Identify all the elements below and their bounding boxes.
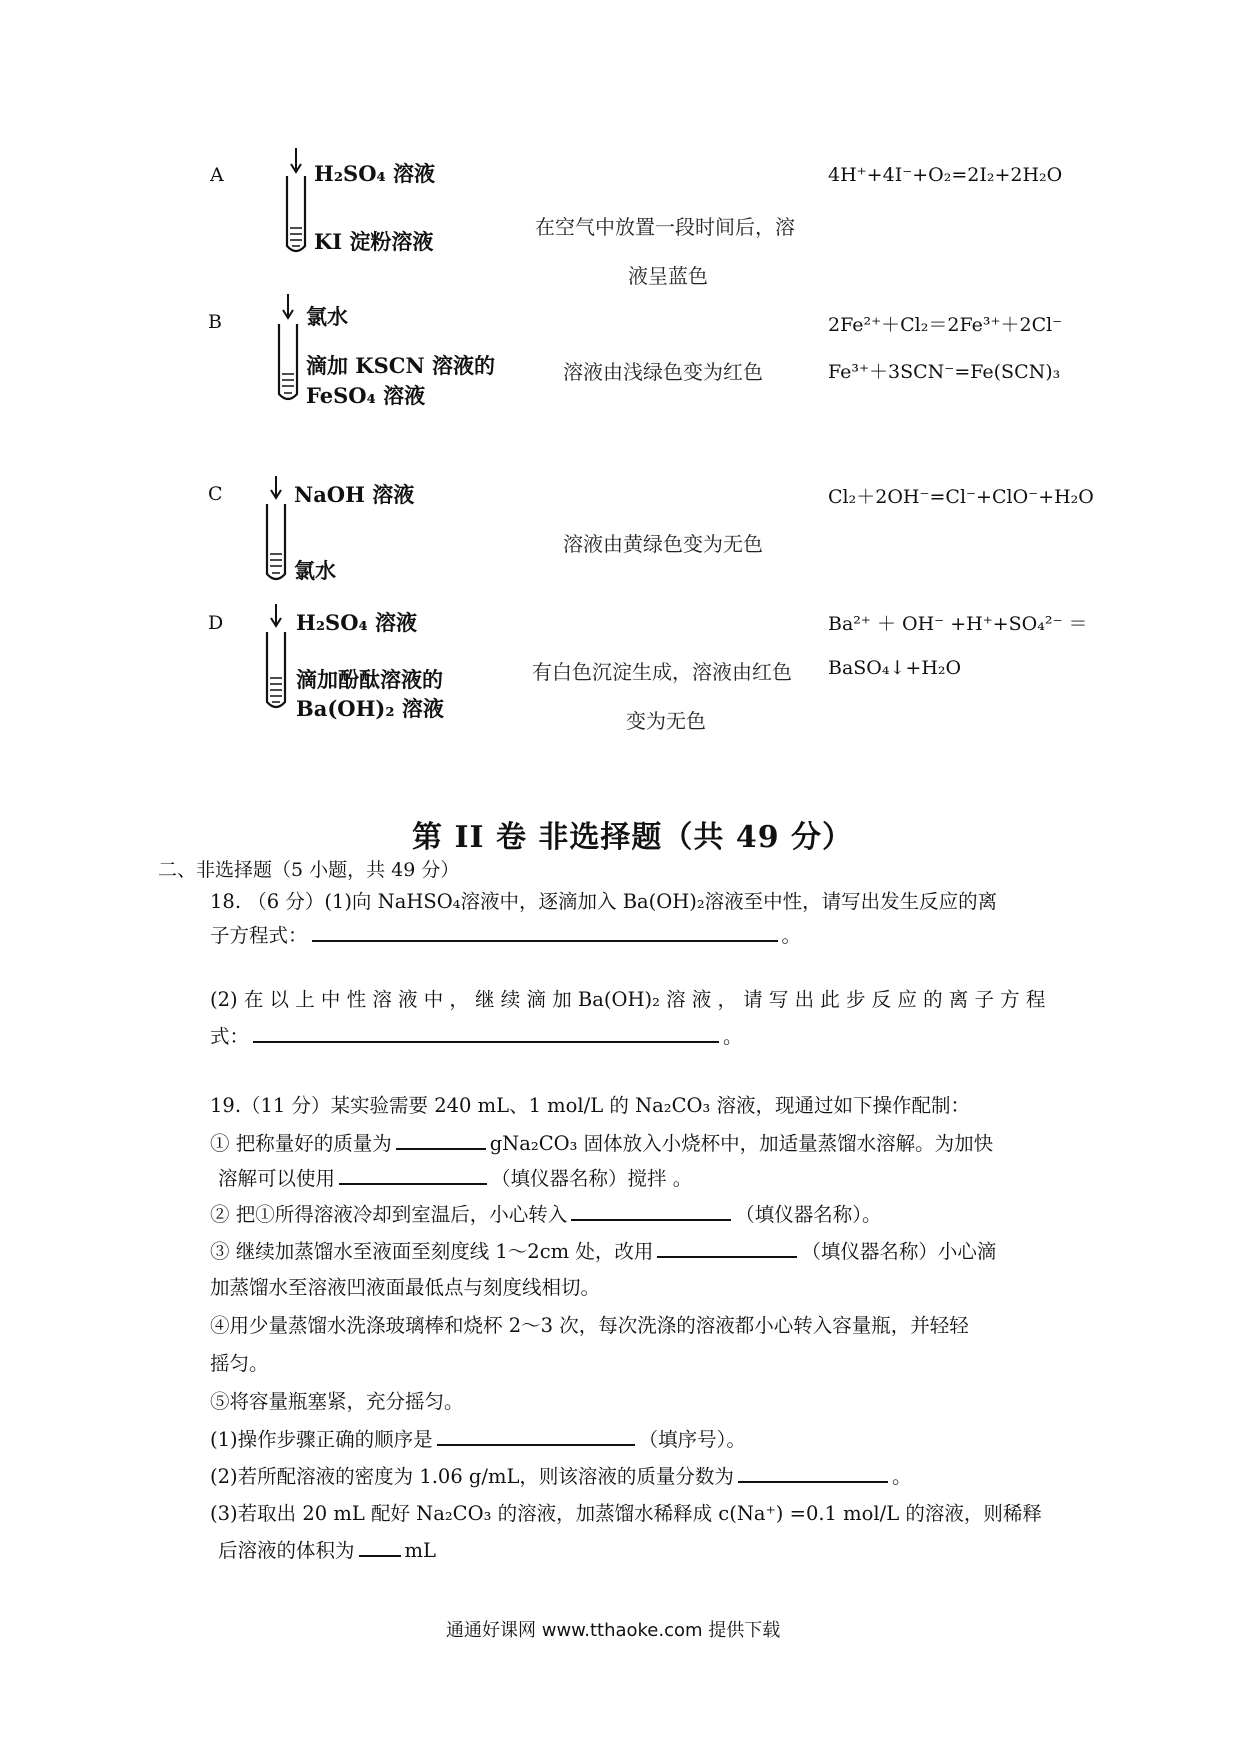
q19-order-blank[interactable] <box>437 1426 635 1446</box>
row-c-letter: C <box>208 483 223 505</box>
q18-answer1-blank[interactable] <box>312 922 778 942</box>
q19-step5: ⑤将容量瓶塞紧，充分摇匀。 <box>210 1390 464 1413</box>
row-c-phenomenon: 溶液由黄绿色变为无色 <box>563 532 763 556</box>
q18-answer2-blank[interactable] <box>253 1023 719 1043</box>
row-a-letter: A <box>210 164 224 186</box>
q19-step2-prefix: ② 把①所得溶液冷却到室温后，小心转入 <box>210 1203 568 1226</box>
row-a-phenomenon-line2: 液呈蓝色 <box>628 264 708 288</box>
q19-step1b-suffix: （填仪器名称）搅拌 。 <box>491 1167 693 1190</box>
row-b-reagent: 氯水 <box>306 304 348 329</box>
test-tube-c-icon <box>262 476 290 586</box>
row-d-equation-line2: BaSO₄↓+H₂O <box>828 657 962 679</box>
q19-step1-mid: gNa₂CO₃ 固体放入小烧杯中，加适量蒸馏水溶解。为加快 <box>489 1132 994 1155</box>
test-tube-a-icon <box>282 148 310 258</box>
q19-step1-prefix: ① 把称量好的质量为 <box>210 1132 392 1155</box>
q19-part3b-suffix: mL <box>404 1539 436 1562</box>
row-d-tube-content-line2: Ba(OH)₂ 溶液 <box>296 696 444 721</box>
q18-line2 <box>210 920 801 948</box>
row-b-phenomenon: 溶液由浅绿色变为红色 <box>563 360 763 384</box>
q19-step3-suffix: （填仪器名称）小心滴 <box>801 1240 997 1263</box>
row-d-phenomenon-line2: 变为无色 <box>626 709 706 733</box>
q19-step3b: 加蒸馏水至溶液凹液面最低点与刻度线相切。 <box>210 1276 601 1299</box>
row-d-reagent: H₂SO₄ 溶液 <box>296 610 418 635</box>
q19-mass-blank[interactable] <box>396 1130 486 1150</box>
q19-step3-prefix: ③ 继续加蒸馏水至液面至刻度线 1～2cm 处，改用 <box>210 1240 654 1263</box>
section-title: 第 II 卷 非选择题（共 49 分） <box>412 820 854 855</box>
q19-part2 <box>210 1461 911 1489</box>
q19-step1 <box>210 1128 993 1156</box>
q19-part3: (3)若取出 20 mL 配好 Na₂CO₃ 的溶液，加蒸馏水稀释成 c(Na⁺) =0.1 mol/L 的溶液，则稀释 <box>210 1502 1042 1525</box>
q19-step1b-prefix: 溶解可以使用 <box>218 1167 336 1190</box>
q19-part3b-prefix: 后溶液的体积为 <box>218 1539 355 1562</box>
q19-part2-prefix: (2)若所配溶液的密度为 1.06 g/mL，则该溶液的质量分数为 <box>210 1465 734 1488</box>
test-tube-d-icon <box>262 604 290 714</box>
row-d-equation-line1: Ba²⁺ ＋ OH⁻ +H⁺+SO₄²⁻ ＝ <box>828 613 1088 635</box>
q19-part1 <box>210 1424 746 1452</box>
row-b-equation-line1: 2Fe²⁺＋Cl₂＝2Fe³⁺＋2Cl⁻ <box>828 314 1063 336</box>
q19-instrument1-blank[interactable] <box>339 1165 487 1185</box>
row-d-letter: D <box>208 612 224 634</box>
row-a-equation: 4H⁺+4I⁻+O₂=2I₂+2H₂O <box>828 164 1063 186</box>
q19-part2-suffix: 。 <box>891 1465 912 1488</box>
q18-line2-prefix: 子方程式： <box>210 924 308 947</box>
q19-step2-suffix: （填仪器名称）。 <box>735 1203 882 1226</box>
test-tube-b-icon <box>274 294 302 406</box>
q19-instrument2-blank[interactable] <box>571 1201 731 1221</box>
q19-part1-suffix: （填序号）。 <box>638 1428 746 1451</box>
row-b-tube-content-line2: FeSO₄ 溶液 <box>306 383 426 408</box>
row-b-equation-line2: Fe³⁺＋3SCN⁻=Fe(SCN)₃ <box>828 361 1061 383</box>
footer-text: 通通好课网 www.tthaoke.com 提供下载 <box>446 1620 781 1641</box>
q18-line4 <box>210 1021 743 1049</box>
q19-step1b <box>218 1163 692 1191</box>
q19-instrument3-blank[interactable] <box>657 1238 797 1258</box>
q18-line1: 18. （6 分）(1)向 NaHSO₄溶液中，逐滴加入 Ba(OH)₂溶液至中性，请写出发生反应的离 <box>210 890 998 913</box>
row-c-equation: Cl₂＋2OH⁻=Cl⁻+ClO⁻+H₂O <box>828 486 1094 508</box>
row-d-phenomenon-line1: 有白色沉淀生成，溶液由红色 <box>532 660 792 684</box>
q19-step3 <box>210 1236 996 1264</box>
row-d-tube-content-line1: 滴加酚酞溶液的 <box>296 667 443 692</box>
row-b-letter: B <box>208 311 222 333</box>
row-a-phenomenon-line1: 在空气中放置一段时间后，溶 <box>535 215 795 239</box>
q19-step4b: 摇匀。 <box>210 1352 269 1375</box>
q18-line4-prefix: 式： <box>210 1025 250 1048</box>
q19-volume-blank[interactable] <box>359 1537 401 1557</box>
q18-line3: (2) 在 以 上 中 性 溶 液 中 ， 继 续 滴 加 Ba(OH)₂ 溶 液 ， 请 写 出 此 步 反 应 的 离 子 方 程 <box>210 988 1046 1011</box>
section-header: 二、非选择题（5 小题，共 49 分） <box>158 859 460 881</box>
row-a-reagent: H₂SO₄ 溶液 <box>314 161 436 186</box>
q19-step4: ④用少量蒸馏水洗涤玻璃棒和烧杯 2～3 次，每次洗涤的溶液都小心转入容量瓶，并轻轻 <box>210 1314 969 1337</box>
q18-line4-suffix: 。 <box>723 1025 743 1048</box>
q19-line1: 19.（11 分）某实验需要 240 mL、1 mol/L 的 Na₂CO₃ 溶液，现通过如下操作配制： <box>210 1094 970 1117</box>
row-b-tube-content-line1: 滴加 KSCN 溶液的 <box>306 353 495 378</box>
q19-mass-fraction-blank[interactable] <box>738 1463 888 1483</box>
q19-part3b <box>218 1535 436 1563</box>
row-a-tube-content: KI 淀粉溶液 <box>314 229 434 254</box>
row-c-tube-content: 氯水 <box>294 558 336 583</box>
q18-line2-suffix: 。 <box>781 924 802 947</box>
q19-step2 <box>210 1199 881 1227</box>
q19-part1-prefix: (1)操作步骤正确的顺序是 <box>210 1428 433 1451</box>
row-c-reagent: NaOH 溶液 <box>294 482 415 507</box>
